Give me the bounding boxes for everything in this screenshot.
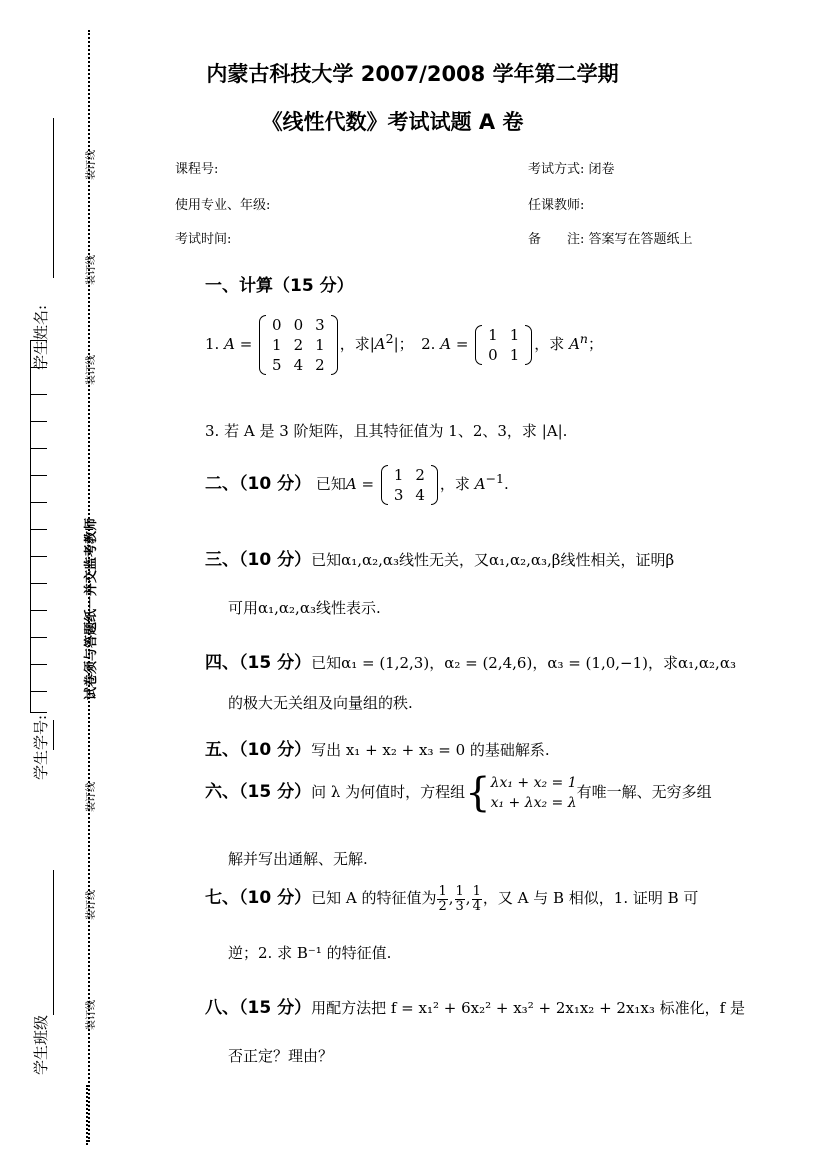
- q6-heading: 六、（15 分）: [205, 782, 312, 802]
- student-id-label: 学生学号:: [32, 714, 50, 780]
- teacher-label: 任课教师:: [528, 198, 585, 213]
- exam-type: 考试方式: 闭卷: [528, 162, 615, 177]
- q6-system: λx₁ + x₂ = 1 x₁ + λx₂ = λ: [490, 775, 577, 811]
- inner-dotted-line: [86, 1085, 88, 1145]
- student-class-underline: [53, 870, 54, 1015]
- binding-line-label: 装订线: [86, 355, 97, 385]
- q1-part1-2: 1. A = 0 0 3 1 2 1 5 4 2 ，求$|A^2|$； 2. A = 1 1 0 1 ，求 $A^n$；: [205, 316, 603, 374]
- binding-line-label: 装订线: [86, 782, 97, 812]
- binding-line-label: 装订线: [86, 1000, 97, 1030]
- q7-line2: 逆；2. 求 B⁻¹ 的特征值.: [228, 944, 392, 962]
- major-label: 使用专业、年级:: [175, 198, 271, 213]
- q1-p1-label: 1.: [205, 335, 220, 353]
- q3-line1: 三、（10 分）已知α₁,α₂,α₃线性无关，又α₁,α₂,α₃,β线性相关，证明β: [205, 550, 675, 570]
- q8-line1: 八、（15 分）用配方法把 f = x₁² + 6x₂² + x₃² + 2x₁x₂ + 2x₁x₃ 标准化，f 是: [205, 998, 745, 1018]
- exam-title-line2: 《线性代数》考试试题 A 卷: [261, 110, 524, 134]
- q5-heading: 五、（10 分）: [205, 740, 312, 760]
- q4-line1: 四、（15 分）已知α₁ = (1,2,3)，α₂ = (2,4,6)，α₃ = (1,0,−1)，求α₁,α₂,α₃: [205, 653, 736, 673]
- exam-title-line1: 内蒙古科技大学 2007/2008 学年第二学期: [206, 62, 619, 86]
- q6-line2: 解并写出通解、无解.: [228, 850, 368, 868]
- course-no-label: 课程号:: [175, 162, 219, 177]
- q4-line2: 的极大无关组及向量组的秩.: [228, 694, 413, 712]
- q5: 五、（10 分）写出 x₁ + x₂ + x₃ = 0 的基础解系.: [205, 740, 550, 760]
- q4-heading: 四、（15 分）: [205, 653, 312, 673]
- student-name-underline: [53, 118, 54, 278]
- q1-matrix-1: 0 0 3 1 2 1 5 4 2: [259, 315, 338, 375]
- student-class-label: 学生班级: [32, 1014, 50, 1075]
- q1-heading: 一、计算（15 分）: [205, 276, 354, 296]
- student-id-boxes[interactable]: [30, 340, 47, 713]
- q8-heading: 八、（15 分）: [205, 998, 312, 1018]
- q2-matrix: 1 2 3 4: [381, 465, 438, 505]
- q1-part3: 3. 若 A 是 3 阶矩阵，且其特征值为 1、2、3，求 |A|.: [205, 422, 568, 440]
- remark: 备 注: 答案写在答题纸上: [528, 232, 693, 247]
- binding-line-label: 装订线: [86, 255, 97, 285]
- binding-notice: 试卷须与答题纸一并交监考教师: [84, 517, 99, 700]
- q3-heading: 三、（10 分）: [205, 550, 312, 570]
- q7-line1: 七、（10 分）已知 A 的特征值为 $\frac{1}{2}$ , $\frac{1}{3}$ , $\frac{1}{4}$ ，又 A 与 B 相似，1. 证明 B 可: [205, 883, 699, 914]
- q6-line1: 六、（15 分）问 λ 为何值时，方程组{ λx₁ + x₂ = 1 x₁ + λx₂ = λ 有唯一解、无穷多组: [205, 770, 712, 816]
- student-id-underline: [53, 720, 54, 750]
- q2-heading: 二、（10 分）: [205, 474, 312, 494]
- binding-line-label: 装订线: [86, 890, 97, 920]
- binding-line-label: 装订线: [86, 150, 97, 180]
- q2: 二、（10 分） 已知A = 1 2 3 4 ，求 $A^{-1}$.: [205, 466, 509, 504]
- q3-line2: 可用α₁,α₂,α₃线性表示.: [228, 599, 381, 617]
- q8-line2: 否正定？理由？: [228, 1047, 334, 1065]
- q1-matrix-2: 1 1 0 1: [475, 325, 532, 365]
- student-name-label: 学生姓名:: [32, 304, 50, 370]
- exam-time-label: 考试时间:: [175, 232, 232, 247]
- q7-heading: 七、（10 分）: [205, 888, 312, 908]
